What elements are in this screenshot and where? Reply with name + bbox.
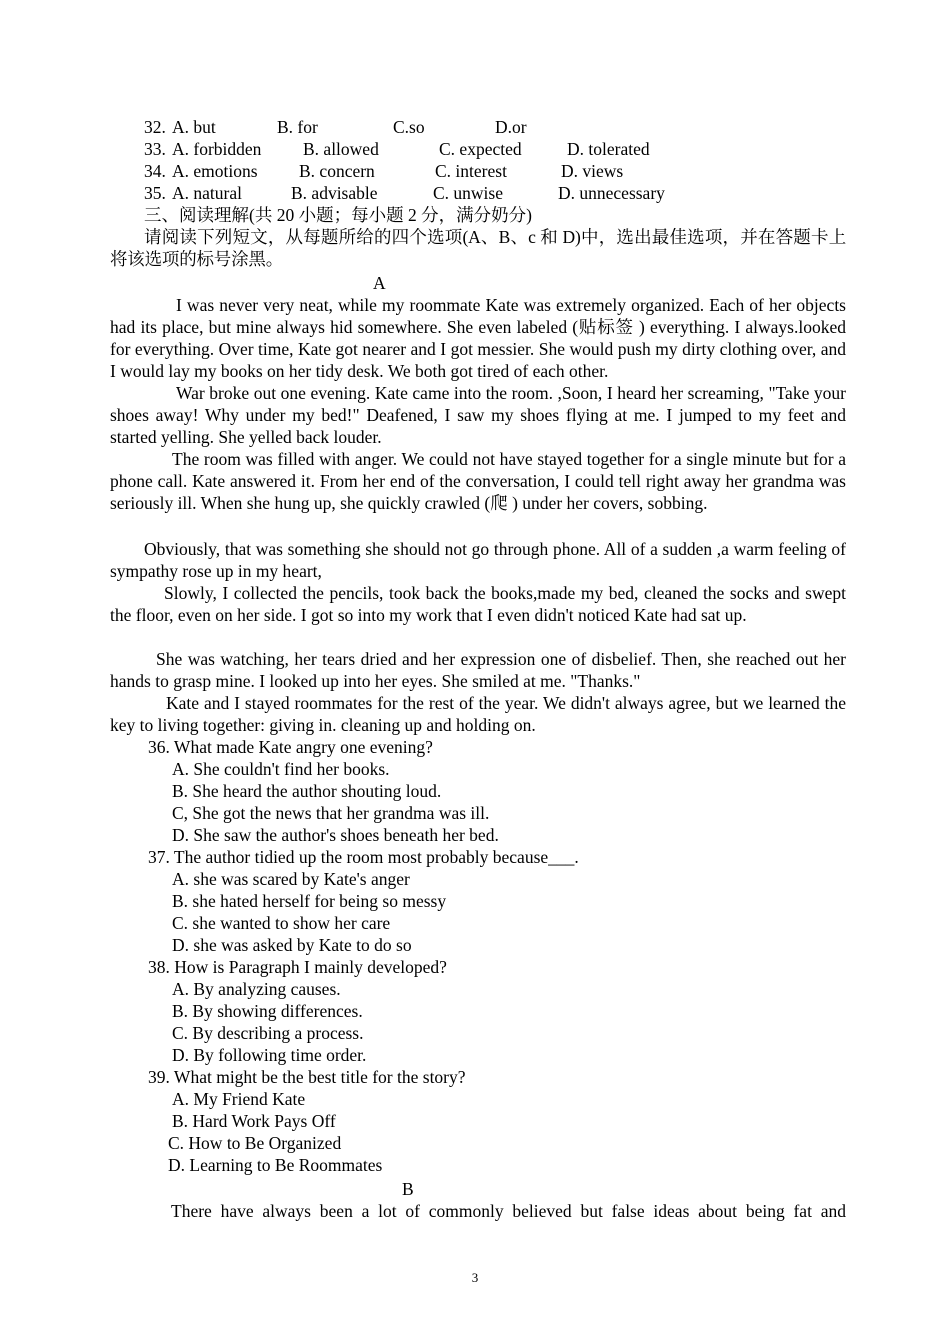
passage-b-first-line: There have always been a lot of commonly believed but false ideas about being fat and: [171, 1201, 846, 1221]
answer-option: B. By showing differences.: [172, 1001, 363, 1021]
question-number: 34.: [144, 161, 166, 181]
option-d: D.or: [495, 117, 527, 137]
passage-b-label: B: [402, 1179, 414, 1199]
passage-a-label: A: [373, 273, 386, 293]
passage-paragraph: She was watching, her tears dried and her expression one of disbelief. Then, she reached out her hands to grasp mine. I looked up into her eyes. She smiled at me. "Thanks.": [110, 649, 846, 691]
answer-option: D. she was asked by Kate to do so: [172, 935, 412, 955]
option-a: A. but: [172, 117, 216, 137]
question-number: 33.: [144, 139, 166, 159]
question-stem: 39. What might be the best title for the story?: [148, 1067, 466, 1087]
option-a: A. forbidden: [172, 139, 262, 159]
question-number: 32.: [144, 117, 166, 137]
option-d: D. tolerated: [567, 139, 650, 159]
option-b: B. concern: [299, 161, 375, 181]
option-c: C. interest: [435, 161, 507, 181]
answer-option: C. How to Be Organized: [168, 1133, 342, 1153]
question-stem: 37. The author tidied up the room most probably because___.: [148, 847, 579, 867]
question-number: 35.: [144, 183, 166, 203]
option-a: A. emotions: [172, 161, 258, 181]
option-d: D. unnecessary: [558, 183, 665, 203]
answer-option: A. By analyzing causes.: [172, 979, 341, 999]
passage-paragraph: Kate and I stayed roommates for the rest of the year. We didn't always agree, but we learned the key to living together: giving in. cleaning up and holding on.: [110, 693, 846, 735]
answer-option: B. Hard Work Pays Off: [172, 1111, 336, 1131]
option-b: B. advisable: [291, 183, 378, 203]
page-number: 3: [471, 1270, 479, 1285]
option-c: C.so: [393, 117, 425, 137]
answer-option: C, She got the news that her grandma was ill.: [172, 803, 490, 823]
passage-paragraph: The room was filled with anger. We could not have stayed together for a single minute but for a phone call. Kate answered it. From her end of the conversation, I could tell right away her grandma was seriously ill. When she hung up, she quickly crawled (爬 ) under her covers, sobbing.: [110, 449, 846, 513]
passage-paragraph: I was never very neat, while my roommate Kate was extremely organized. Each of her objects had its place, but mine always hid somewhere. She even labeled (贴标签 ) everything. I always.looked for everything. Over time, Kate got nearer and I got messier. She would push my dirty clothing over, and I would lay my books on her tidy desk. We both got tired of each other.: [110, 295, 846, 381]
question-stem: 38. How is Paragraph I mainly developed?: [148, 957, 447, 977]
passage-paragraph: Obviously, that was something she should not go through phone. All of a sudden ,a warm feeling of sympathy rose up in my heart,: [110, 539, 846, 581]
option-c: C. unwise: [433, 183, 503, 203]
section-title: 三、阅读理解(共 20 小题；每小题 2 分，满分奶分): [144, 205, 532, 225]
answer-option: A. She couldn't find her books.: [172, 759, 390, 779]
answer-option: B. she hated herself for being so messy: [172, 891, 447, 911]
passage-paragraph: War broke out one evening. Kate came into the room. ,Soon, I heard her screaming, "Take your shoes away! Why under my bed!" Deafened, I saw my shoes flying at me. I jumped to my feet and started yelling. She yelled back louder.: [110, 383, 846, 447]
answer-option: A. My Friend Kate: [172, 1089, 306, 1109]
passage-paragraph: Slowly, I collected the pencils, took back the books,made my bed, cleaned the socks and swept the floor, even on her side. I got so into my work that I even didn't noticed Kate had sat up.: [110, 583, 846, 625]
answer-option: C. By describing a process.: [172, 1023, 364, 1043]
answer-option: B. She heard the author shouting loud.: [172, 781, 442, 801]
instructions: 请阅读下列短文，从每题所给的四个选项(A、B、c 和 D)中，选出最佳选项，并在答题卡上将该选项的标号涂黑。: [110, 227, 846, 269]
answer-option: C. she wanted to show her care: [172, 913, 391, 933]
option-b: B. for: [277, 117, 318, 137]
option-d: D. views: [561, 161, 624, 181]
answer-option: D. By following time order.: [172, 1045, 367, 1065]
answer-option: A. she was scared by Kate's anger: [172, 869, 410, 889]
answer-option: D. She saw the author's shoes beneath her bed.: [172, 825, 499, 845]
option-b: B. allowed: [303, 139, 379, 159]
answer-option: D. Learning to Be Roommates: [168, 1155, 383, 1175]
question-stem: 36. What made Kate angry one evening?: [148, 737, 433, 757]
option-c: C. expected: [439, 139, 522, 159]
option-a: A. natural: [172, 183, 242, 203]
